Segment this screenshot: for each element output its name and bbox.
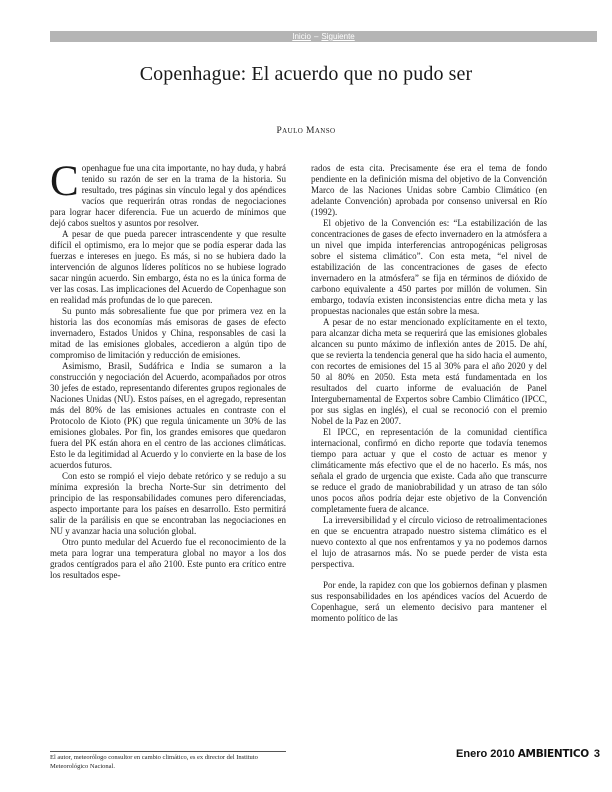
paragraph: Por ende, la rapidez con que los gobiernos definan y plasmen sus responsabilidades en los apéndices vacíos del Acuerdo de Copenhague, será un elemento decisivo para mantener el momento político de las [311, 580, 547, 623]
magazine-logo: AMBIENTICO [517, 748, 589, 760]
paragraph: Otro punto medular del Acuerdo fue el reconocimiento de la meta para lograr una temperatura global no mayor a los dos grados centígrados para el año 2100. Este punto era crítico entre los resultados espe- [50, 537, 286, 580]
paragraph: rados de esta cita. Precisamente ése era el tema de fondo pendiente en la definición misma del objetivo de la Convención Marco de las Naciones Unidas sobre Cambio Climático (en adelante Convención) aprobada por consenso universal en Río (1992). [311, 163, 547, 217]
column-left [50, 163, 286, 727]
paragraph: La irreversibilidad y el círculo vicioso de retroalimentaciones en que se encuentra atrapado nuestro sistema climático es el nuevo contexto al que nos enfrentamos y ya no podemos darnos el lujo de atrasarnos más. No se puede perder de vista esta perspectiva. [311, 515, 547, 569]
paragraph: A pesar de que pueda parecer intrascendente y que resulte difícil el optimismo, era lo mejor que se podía esperar dada las fuerzas e intereses en juego. Es más, si no se hubiera dado la intervención de algunos líderes políticos no se hubiese logrado sacar ningún acuerdo. Sin embargo, ésta no es la única forma de ver las cosas. Las implicaciones del Acuerdo de Copenhague son en realidad más profundas de lo que parecen. [50, 229, 286, 305]
home-link[interactable]: Inicio [292, 32, 311, 41]
paragraph: Su punto más sobresaliente fue que por primera vez en la historia las dos economías más emisoras de gases de efecto invernadero, Estados Unidos y China, responsables de casi la mitad de las emisiones globales, accedieron a algún tipo de compromiso de limitación y reducción de emisiones. [50, 306, 286, 360]
navigation-bar [50, 31, 597, 42]
article-title: Copenhague: El acuerdo que no pudo ser [139, 63, 473, 85]
paragraph: A pesar de no estar mencionado explícitamente en el texto, para alcanzar dicha meta se requerirá que las emisiones globales alcancen su punto máximo de inflexión antes de 2015. De ahí, que se revierta la tendencia general que ha sido hacia el aumento, con recortes de emisiones del 15 al 30% para el año 2020 y del 50 al 80% en 2050. Esta meta está fundamentada en los resultados del cuarto informe de evaluación de Panel Intergubernamental de Expertos sobre Cambio Climático (IPCC, por sus siglas en inglés), el cual se reconoció con el premio Nobel de la Paz en 2007. [311, 317, 547, 426]
column-right [311, 163, 547, 727]
issue-date: Enero 2010 [456, 748, 515, 760]
author-footnote: El autor, meteorólogo consultor en cambio climático, es ex director del Instituto Meteorológico Nacional. [50, 754, 258, 770]
footnote-divider [50, 751, 286, 752]
nav-separator: – [313, 32, 319, 41]
drop-cap: C [50, 163, 79, 205]
paragraph: El objetivo de la Convención es: “La estabilización de las concentraciones de gases de efecto invernadero en la atmósfera a un nivel que impida interferencias antropogénicas peligrosas sobre el sistema climático”. Con esta meta, “el nivel de estabilización de las concentraciones de gases de efecto invernadero en la atmósfera” se fija en términos de dióxido de carbono equivalente a 450 partes por millón de volumen. Sin embargo, todavía existen inconsistencias entre dicha meta y las propuestas nacionales que están sobre la mesa. [311, 218, 547, 316]
article-author: Paulo Manso [276, 126, 336, 136]
paragraph: El IPCC, en representación de la comunidad científica internacional, confirmó en dicho reporte que todavía tenemos tiempo para actuar y que el costo de actuar es menor y climáticamente más efectivo que el de no hacerlo. Es más, nos señala el grado de urgencia que existe. Cada año que transcurre se reduce el grado de maniobrabilidad y un atraso de tan sólo unos pocos años podría dejar este objetivo de la Convención completamente fuera de alcance. [311, 427, 547, 514]
page-footer [430, 748, 600, 760]
page-number: 3 [593, 748, 600, 760]
next-link[interactable]: Siguiente [321, 32, 355, 41]
paragraph: Asimismo, Brasil, Sudáfrica e India se sumaron a la construcción y negociación del Acuerdo, acompañados por otros 30 jefes de estado, representando diferentes grupos regionales de Naciones Unidas (NU). Estos países, en el agregado, representan más del 80% de las emisiones actuales en contraste con el Protocolo de Kioto (PK) que regula únicamente un 30% de las emisiones globales. Por fin, los grandes emisores que quedaron fuera del PK están ahora en el centro de las acciones climáticas. Esto le da legitimidad al Acuerdo y lo convierte en la base de los acuerdos futuros. [50, 361, 286, 470]
paragraph [50, 163, 286, 229]
paragraph: Con esto se rompió el viejo debate retórico y se redujo a su mínima expresión la brecha Norte-Sur sin detrimento del principio de las responsabilidades comunes pero diferenciadas, aspecto importante para los países en desarrollo. Esto permitirá salir de la parálisis en que se encontraban las negociaciones en NU y avanzar hacia una solución global. [50, 471, 286, 536]
paragraph-text: openhague fue una cita importante, no hay duda, y habrá tenido su razón de ser en la trama de la historia. Su resultado, tres páginas sin vínculo legal y dos apéndices vacíos que requerirán otras rondas de negociaciones para lograr hacer diferencia. Fue un acuerdo de mínimos que dejó cabos sueltos y asuntos por resolver. [50, 163, 286, 228]
